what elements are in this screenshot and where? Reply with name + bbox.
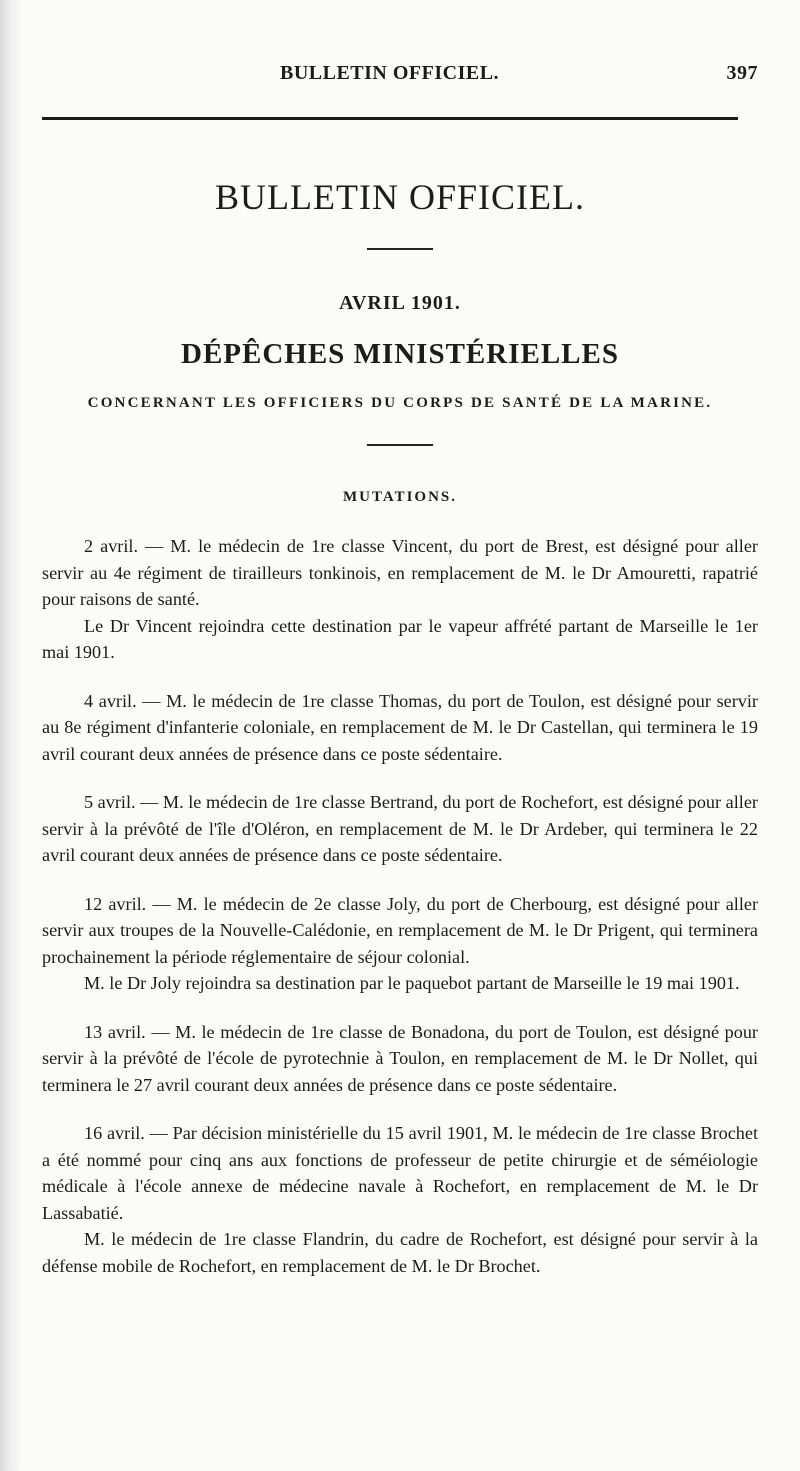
mutations-heading: MUTATIONS. (342, 489, 458, 505)
entry-12-avril-note: M. le Dr Joly rejoindra sa destination par le paquebot partant de Marseille le 19 mai 1901. (84, 973, 740, 993)
entry-16-avril-note: M. le médecin de 1re classe Flandrin, du cadre de Rochefort, est désigné pour servir à la défense mobile de Rochefort, en remplacement de M. le Dr Brochet. (42, 1229, 758, 1276)
entry-13-avril: 13 avril. — M. le médecin de 1re classe de Bonadona, du port de Toulon, est désigné pour servir à la prévôté de l'école de pyrotechnie à Toulon, en remplacement de M. le Dr Nollet, qui terminera le 27 avril courant deux années de présence dans ce poste sédentaire. (42, 1021, 758, 1095)
scan-edge-shadow (0, 0, 22, 1471)
body-text (42, 533, 758, 1279)
title-divider (367, 248, 433, 250)
entry-12-avril: 12 avril. — M. le médecin de 2e classe Joly, du port de Cherbourg, est désigné pour aller servir aux troupes de la Nouvelle-Calédonie, en remplacement de M. le Dr Prigent, qui terminera prochainement la période réglementaire de séjour colonial. (42, 893, 758, 967)
entry-5-avril: 5 avril. — M. le médecin de 1re classe Bertrand, du port de Rochefort, est désigné pour aller servir à la prévôté de l'île d'Oléron, en remplacement de M. le Dr Ardeber, qui terminera le 22 avril courant deux années de présence dans ce poste sédentaire. (42, 792, 758, 865)
entry-2-avril-note: Le Dr Vincent rejoindra cette destination par le vapeur affrété partant de Marseille le 1er mai 1901. (42, 615, 758, 662)
header-rule (42, 117, 738, 120)
running-title: BULLETIN OFFICIEL. (280, 62, 500, 84)
entry-16-avril: 16 avril. — Par décision ministérielle du 15 avril 1901, M. le médecin de 1re classe Brochet a été nommé pour cinq ans aux fonctions de professeur de petite chirurgie et de séméiologie médicale à l'école annexe de médecine navale à Rochefort, en remplacement de M. le Dr Lassabatié. (42, 1123, 758, 1223)
running-header (40, 62, 760, 92)
section-title: DÉPÊCHES MINISTÉRIELLES (181, 338, 619, 370)
page-number: 397 (726, 62, 758, 84)
entry-4-avril: 4 avril. — M. le médecin de 1re classe Thomas, du port de Toulon, est désigné pour servir au 8e régiment d'infanterie coloniale, en remplacement de M. le Dr Castellan, qui terminera le 19 avril courant deux années de présence dans ce poste sédentaire. (42, 690, 758, 764)
entry-2-avril: 2 avril. — M. le médecin de 1re classe Vincent, du port de Brest, est désigné pour aller servir au 4e régiment de tirailleurs tonkinois, en remplacement de M. le Dr Amouretti, rapatrié pour raisons de santé. (42, 536, 758, 609)
section-divider (367, 444, 433, 446)
month-heading: AVRIL 1901. (339, 292, 461, 314)
page-title: BULLETIN OFFICIEL. (215, 177, 585, 217)
section-subtitle: CONCERNANT LES OFFICIERS DU CORPS DE SANTÉ DE LA MARINE. (87, 395, 713, 411)
